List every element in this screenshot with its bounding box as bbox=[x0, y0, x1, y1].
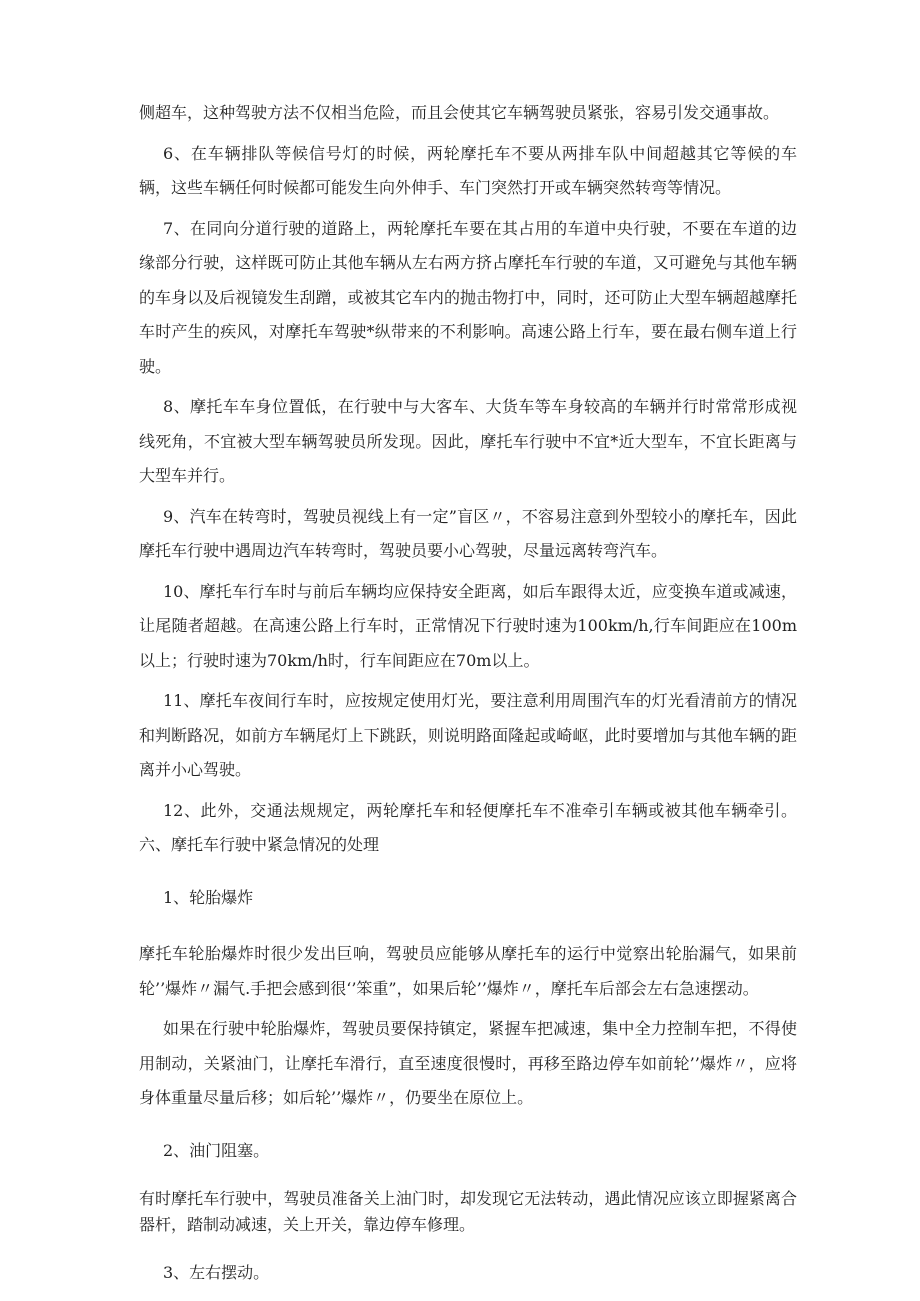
paragraph-throttle-stuck: 有时摩托车行驶中，驾驶员准备关上油门时，却发现它无法转动，遇此情况应该立即握紧离合器杆，踏制动减速，关上开关，靠边停车修理。 bbox=[139, 1189, 797, 1234]
paragraph-item-11: 11、摩托车夜间行车时，应按规定使用灯光，要注意利用周围汽车的灯光看清前方的情况和判断路况，如前方车辆尾灯上下跳跃，则说明路面隆起或崎岖，此时要增加与其他车辆的距离并小心驾驶。 bbox=[139, 691, 797, 779]
paragraph-item-10: 10、摩托车行车时与前后车辆均应保持安全距离，如后车跟得太近，应变换车道或减速，让尾随者超越。在高速公路上行车时，正常情况下行驶时速为100km∕h,行车间距应在100m以上；行驶时速为70km∕h时，行车间距应在70m以上。 bbox=[139, 581, 797, 670]
section-heading-throttle-stuck: 2、油门阻塞。 bbox=[163, 1140, 270, 1160]
document-page bbox=[139, 96, 797, 1291]
paragraph-item-6: 6、在车辆排队等候信号灯的时候，两轮摩托车不要从两排车队中间超越其它等候的车辆，这些车辆任何时候都可能发生向外伸手、车门突然打开或车辆突然转弯等情况。 bbox=[139, 143, 797, 197]
section-heading-wobble: 3、左右摆动。 bbox=[163, 1263, 270, 1282]
section-heading-tire-burst: 1、轮胎爆炸 bbox=[163, 887, 254, 907]
paragraph-item-12: 12、此外，交通法规规定，两轮摩托车和轻便摩托车不准牵引车辆或被其他车辆牵引。六、摩托车行驶中紧急情况的处理 bbox=[139, 800, 797, 854]
paragraph-item-7: 7、在同向分道行驶的道路上，两轮摩托车要在其占用的车道中央行驶，不要在车道的边缘部分行驶，这样既可防止其他车辆从左右两方挤占摩托车行驶的车道，又可避免与其他车辆的车身以及后视镜发生刮蹭，或被其它车内的抛击物打中，同时，还可防止大型车辆超越摩托车时产生的疾风，对摩托车驾驶*纵带来的不利影响。高速公路上行车，要在最右侧车道上行驶。 bbox=[139, 218, 797, 376]
paragraph-tire-burst-handling: 如果在行驶中轮胎爆炸，驾驶员要保持镇定，紧握车把减速，集中全力控制车把，不得使用制动，关紧油门，让摩托车滑行，直至速度很慢时，再移至路边停车如前轮’’爆炸〃，应将身体重量尽量后移；如后轮’’爆炸〃，仍要坐在原位上。 bbox=[139, 1019, 797, 1107]
paragraph-item-8: 8、摩托车车身位置低，在行驶中与大客车、大货车等车身较高的车辆并行时常常形成视线死角，不宜被大型车辆驾驶员所发现。因此，摩托车行驶中不宜*近大型车，不宜长距离与大型车并行。 bbox=[139, 397, 797, 485]
paragraph-item-9: 9、汽车在转弯时，驾驶员视线上有一定”盲区〃，不容易注意到外型较小的摩托车，因此摩托车行驶中遇周边汽车转弯时，驾驶员要小心驾驶，尽量远离转弯汽车。 bbox=[139, 506, 797, 560]
paragraph-continuation: 侧超车，这种驾驶方法不仅相当危险，而且会使其它车辆驾驶员紧张，容易引发交通事故。 bbox=[139, 103, 780, 122]
paragraph-tire-burst-signs: 摩托车轮胎爆炸时很少发出巨响，驾驶员应能够从摩托车的运行中觉察出轮胎漏气，如果前轮’’爆炸〃漏气.手把会感到很‘’笨重”，如果后轮’’爆炸〃，摩托车后部会左右急速摆动。 bbox=[139, 944, 797, 998]
